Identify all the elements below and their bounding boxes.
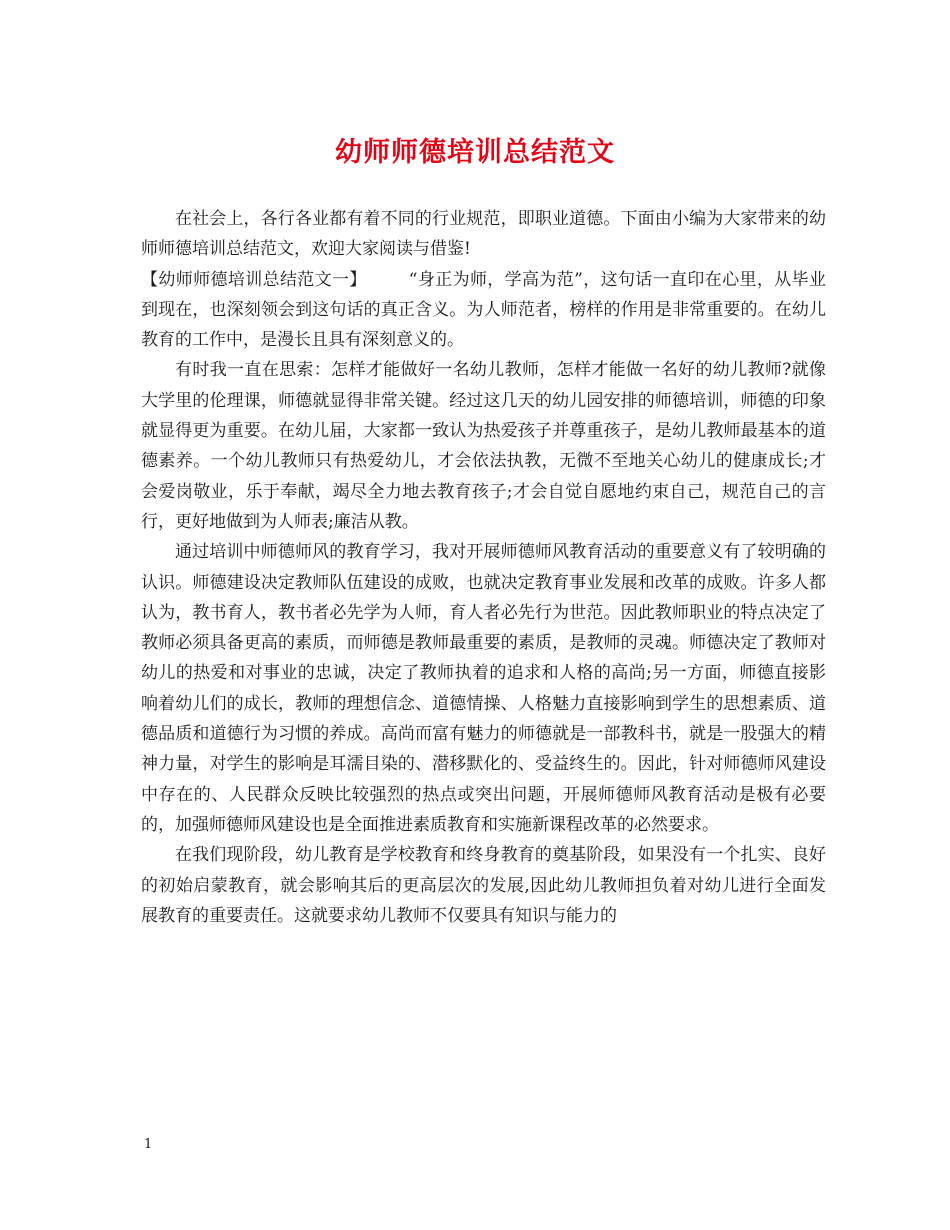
intro-paragraph: 在社会上，各行各业都有着不同的行业规范，即职业道德。下面由小编为大家带来的幼师师德培训总结范文，欢迎大家阅读与借鉴!	[141, 209, 826, 260]
section-first-paragraph	[141, 265, 826, 356]
body-paragraph: 有时我一直在思索：怎样才能做好一名幼儿教师，怎样才能做一名好的幼儿教师?就像大学里的伦理课，师德就显得非常关键。经过这几天的幼儿园安排的师德培训，师德的印象就显得更为重要。在幼儿届，大家都一致认为热爱孩子并尊重孩子，是幼儿教师最基本的道德素养。一个幼儿教师只有热爱幼儿，才会依法执教，无微不至地关心幼儿的健康成长;才会爱岗敬业，乐于奉献，竭尽全力地去教育孩子;才会自觉自愿地约束自己，规范自己的言行，更好地做到为人师表;廉洁从教。	[141, 360, 826, 532]
body-paragraph: 通过培训中师德师风的教育学习，我对开展师德师风教育活动的重要意义有了较明确的认识。师德建设决定教师队伍建设的成败，也就决定教育事业发展和改革的成败。许多人都认为，教书育人，教书者必先学为人师，育人者必先行为世范。因此教师职业的特点决定了教师必须具备更高的素质，而师德是教师最重要的素质，是教师的灵魂。师德决定了教师对幼儿的热爱和对事业的忠诚，决定了教师执着的追求和人格的高尚;另一方面，师德直接影响着幼儿们的成长，教师的理想信念、道德情操、人格魅力直接影响到学生的思想素质、道德品质和道德行为习惯的养成。高尚而富有魅力的师德就是一部教科书，就是一股强大的精神力量，对学生的影响是耳濡目染的、潜移默化的、受益终生的。因此，针对师德师风建设中存在的、人民群众反映比较强烈的热点或突出问题，开展师德师风教育活动是极有必要的，加强师德师风建设也是全面推进素质教育和实施新课程改革的必然要求。	[141, 542, 826, 835]
section-first-text: “身正为师，学高为范”，这句话一直印在心里，从毕业到现在，也深刻领会到这句话的真正含义。为人师范者，榜样的作用是非常重要的。在幼儿教育的工作中，是漫长且具有深刻意义的。	[141, 269, 826, 351]
document-title: 幼师师德培训总结范文	[335, 137, 615, 168]
page-number: 1	[144, 1137, 153, 1152]
document-body	[141, 204, 826, 931]
section-heading: 【幼师师德培训总结范文一】	[141, 269, 367, 290]
body-paragraph: 在我们现阶段，幼儿教育是学校教育和终身教育的奠基阶段，如果没有一个扎实、良好的初始启蒙教育，就会影响其后的更高层次的发展,因此幼儿教师担负着对幼儿进行全面发展教育的重要责任。这就要求幼儿教师不仅要具有知识与能力的	[141, 845, 826, 926]
